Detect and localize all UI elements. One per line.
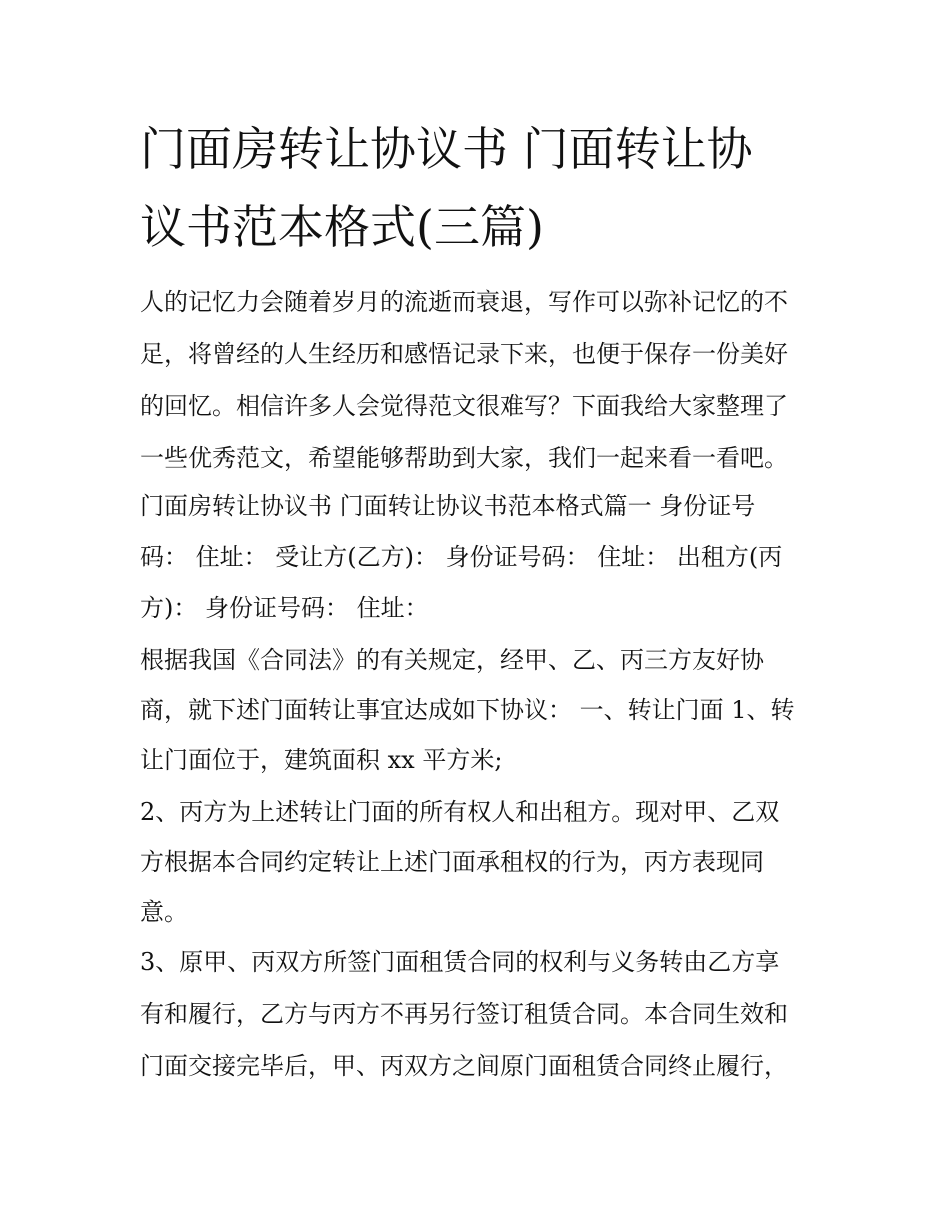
body-line: 方)： 身份证号码： 住址： — [140, 594, 429, 622]
body-line: 有和履行，乙方与丙方不再另行签订租赁合同。本合同生效和 — [140, 1000, 788, 1028]
body-line: 根据我国《合同法》的有关规定，经甲、乙、丙三方友好协 — [140, 646, 764, 674]
body-line: 人的记忆力会随着岁月的流逝而衰退，写作可以弥补记忆的不 — [140, 288, 788, 316]
body-line: 2、丙方为上述转让门面的所有权人和出租方。现对甲、乙双 — [140, 798, 780, 826]
body-line: 一些优秀范文，希望能够帮助到大家，我们一起来看一看吧。 — [140, 444, 788, 472]
document-title: 门面房转让协议书 门面转让协 议书范本格式(三篇) — [140, 122, 753, 254]
body-line: 意。 — [140, 898, 188, 926]
body-line: 门面房转让协议书 门面转让协议书范本格式篇一 身份证号 — [140, 492, 756, 520]
body-line: 商，就下述门面转让事宜达成如下协议： 一、转让门面 1、转 — [140, 696, 795, 724]
body-line: 方根据本合同约定转让上述门面承租权的行为，丙方表现同 — [140, 848, 764, 876]
body-line: 足，将曾经的人生经历和感悟记录下来，也便于保存一份美好 — [140, 340, 788, 368]
body-line: 的回忆。相信许多人会觉得范文很难写？下面我给大家整理了 — [140, 392, 788, 420]
body-line: 码： 住址： 受让方(乙方)： 身份证号码： 住址： 出租方(丙 — [140, 543, 783, 571]
body-line: 让门面位于，建筑面积 xx 平方米; — [140, 746, 503, 774]
body-line: 门面交接完毕后，甲、丙双方之间原门面租赁合同终止履行， — [140, 1052, 788, 1080]
body-line: 3、原甲、丙双方所签门面租赁合同的权利与义务转由乙方享 — [140, 948, 780, 976]
